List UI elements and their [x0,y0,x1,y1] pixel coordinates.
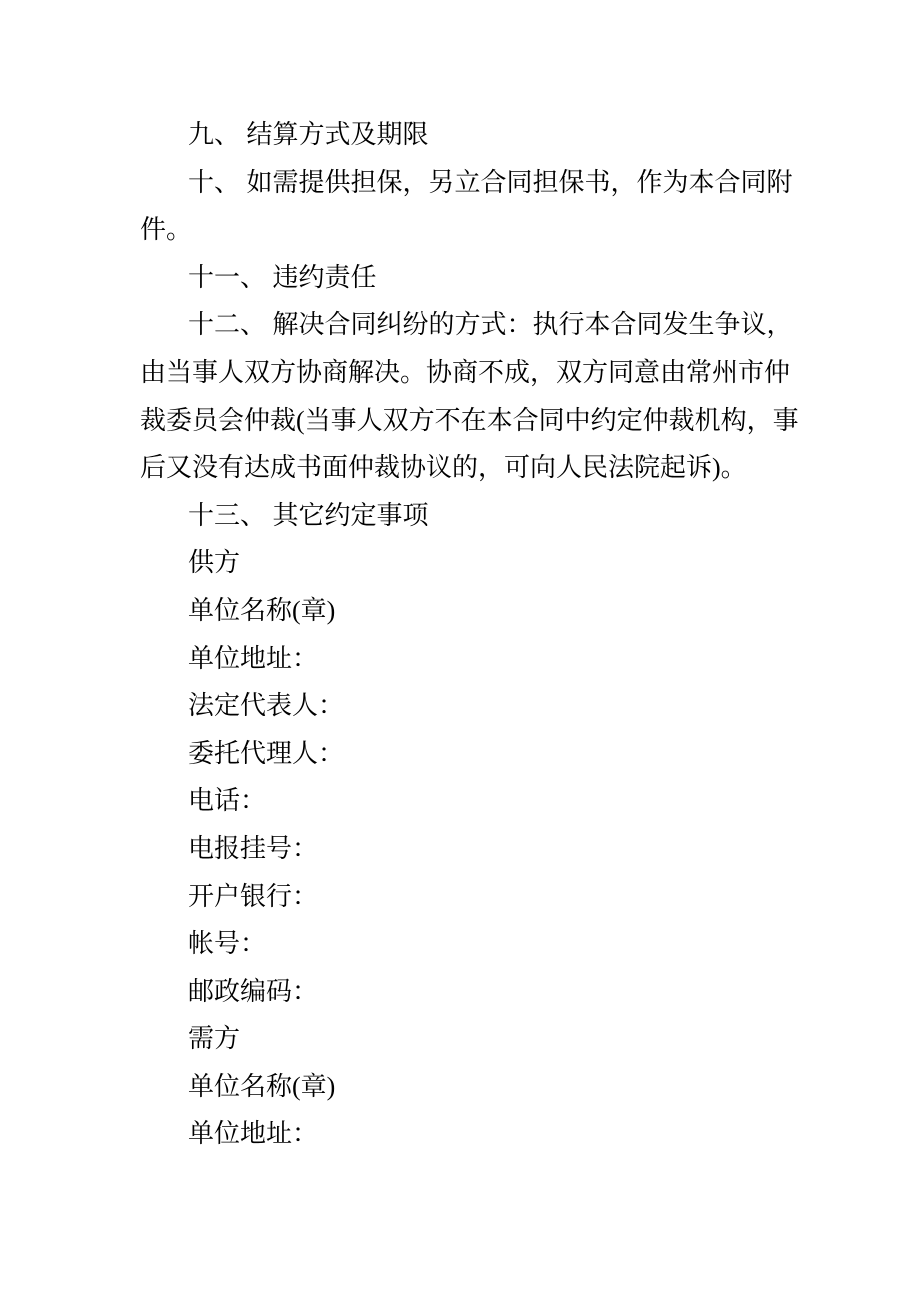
document-line: 件。 [140,215,193,245]
document-line: 帐号： [188,929,267,959]
document-line: 十二、 解决合同纠纷的方式：执行本合同发生争议， [188,310,793,340]
document-line: 九、 结算方式及期限 [188,120,429,149]
document-line: 十、 如需提供担保，另立合同担保书，作为本合同附 [188,167,793,197]
document-body [140,111,800,1158]
document-line: 单位名称(章) [188,595,336,625]
document-line: 由当事人双方协商解决。协商不成，双方同意由常州市仲 [140,357,791,387]
document-line: 单位地址： [188,1119,319,1149]
document-line: 电报挂号： [188,833,319,863]
document-line: 电话： [188,786,267,816]
document-line: 单位地址： [188,643,319,673]
document-line: 供方 [188,548,241,578]
document-line: 法定代表人： [188,691,345,721]
document-line: 后又没有达成书面仲裁协议的，可向人民法院起诉)。 [140,453,747,483]
document-line: 裁委员会仲裁(当事人双方不在本合同中约定仲裁机构，事 [140,405,799,435]
document-line: 开户银行： [188,881,319,911]
document-line: 需方 [188,1024,241,1054]
document-line: 委托代理人： [188,738,345,768]
document-line: 邮政编码： [188,976,319,1006]
document-line: 十三、 其它约定事项 [188,500,429,530]
document-line: 十一、 违约责任 [188,262,377,292]
document-line: 单位名称(章) [188,1071,336,1101]
